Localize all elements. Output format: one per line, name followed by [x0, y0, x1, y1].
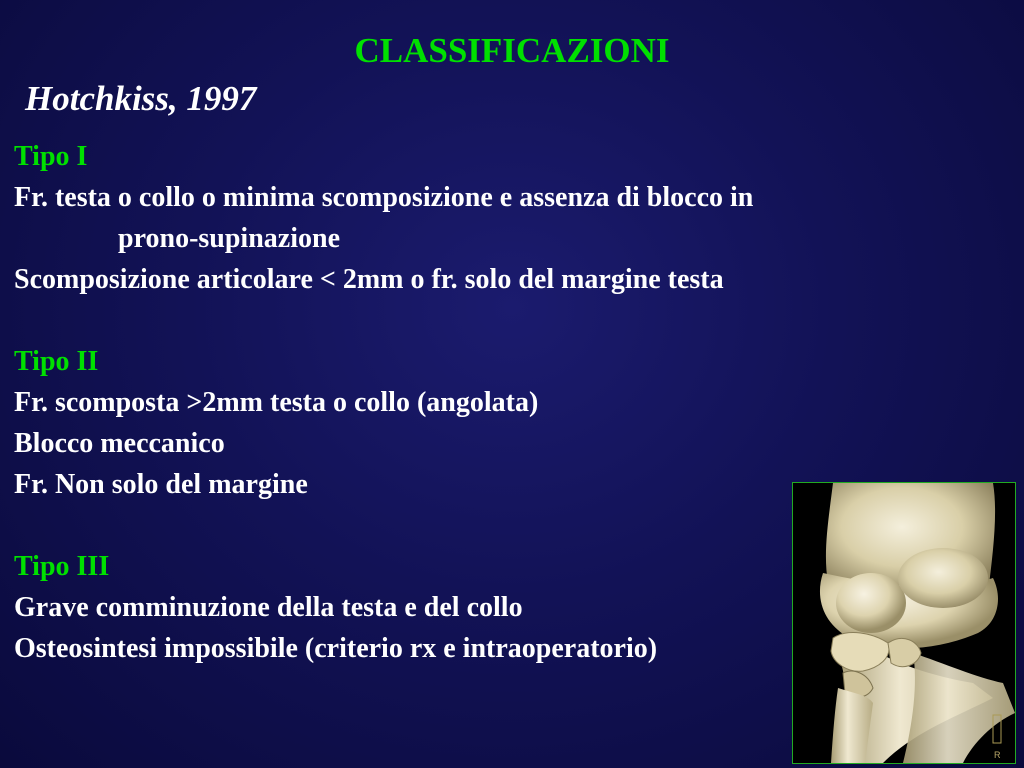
section-heading-tipo-1: Tipo I — [14, 141, 88, 172]
section-line: Fr. Non solo del margine — [14, 469, 308, 500]
section-line: Grave comminuzione della testa e del collo — [14, 592, 523, 623]
slide-subtitle: Hotchkiss, 1997 — [25, 79, 257, 118]
section-heading-tipo-3: Tipo III — [14, 551, 110, 582]
elbow-bone-illustration — [793, 483, 1015, 763]
section-line: Fr. scomposta >2mm testa o collo (angolata) — [14, 387, 539, 418]
section-line: Blocco meccanico — [14, 428, 225, 459]
section-heading-tipo-2: Tipo II — [14, 346, 99, 377]
section-line: Osteosintesi impossibile (criterio rx e intraoperatorio) — [14, 633, 658, 664]
section-line: prono-supinazione — [118, 223, 340, 254]
elbow-ct-image — [792, 482, 1016, 764]
image-marker-letter: R — [994, 750, 1001, 760]
spacer — [14, 300, 994, 341]
section-line: Fr. testa o collo o minima scomposizione e assenza di blocco in — [14, 182, 754, 213]
section-line: Scomposizione articolare < 2mm o fr. solo del margine testa — [14, 264, 724, 295]
slide-title: CLASSIFICAZIONI — [354, 31, 670, 70]
